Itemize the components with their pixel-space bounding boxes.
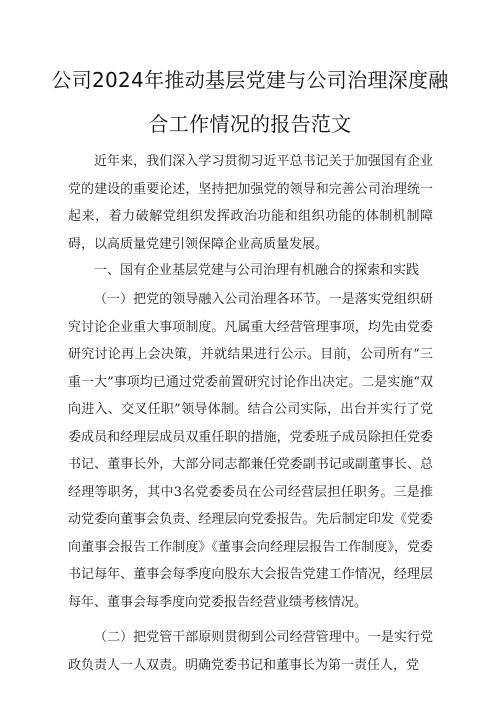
paragraph-2: （二）把党管干部原则贯彻到公司经营管理中。一是实行党政负责人一人双责。明确党委书记和董事长为第一责任人，党 xyxy=(68,630,433,673)
paragraph-1: （一）把党的领导融入公司治理各环节。一是落实党组织研究讨论企业重大事项制度。凡属重大经营管理事项，均先由党委研究讨论再上会决策，并就结果进行公示。目前，公司所有“三重一大”事项均已通过党委前置研究讨论作出决定。二是实施“双向进入、交叉任职”领导体制。结合公司实际，出台并实行了党委成员和经理层成员双重任职的措施，党委班子成员除担任党委书记、董事长外，大部分同志都兼任党委副书记或副董事长、总经理等职务，其中3名党委委员在公司经营层担任职务。三是推动党委向董事会负责、经理层向党委报告。先后制定印发《党委向董事会报告工作制度》《董事会向经理层报告工作制度》，党委书记每年、董事会每季度向股东大会报告党建工作情况，经理层每年、董事会每季度向党委报告经营业绩考核情况。 xyxy=(68,292,433,610)
intro-paragraph-block xyxy=(68,148,433,258)
paragraph-1-block xyxy=(68,286,433,616)
document-title-line-2: 合工作情况的报告范文 xyxy=(148,112,352,136)
paragraph-2-block xyxy=(68,624,433,679)
document-title-line-1: 公司2024年推动基层党建与公司治理深度融 xyxy=(51,68,449,92)
section-heading-block xyxy=(68,257,433,285)
intro-paragraph: 近年来，我们深入学习贯彻习近平总书记关于加强国有企业党的建设的重要论述，坚持把加强党的领导和完善公司治理统一起来，着力破解党组织发挥政治功能和组织功能的体制机制障碍，以高质量党建引领保障企业高质量发展。 xyxy=(68,154,433,252)
section-1-heading: 一、国有企业基层党建与公司治理有机融合的探索和实践 xyxy=(94,263,420,278)
